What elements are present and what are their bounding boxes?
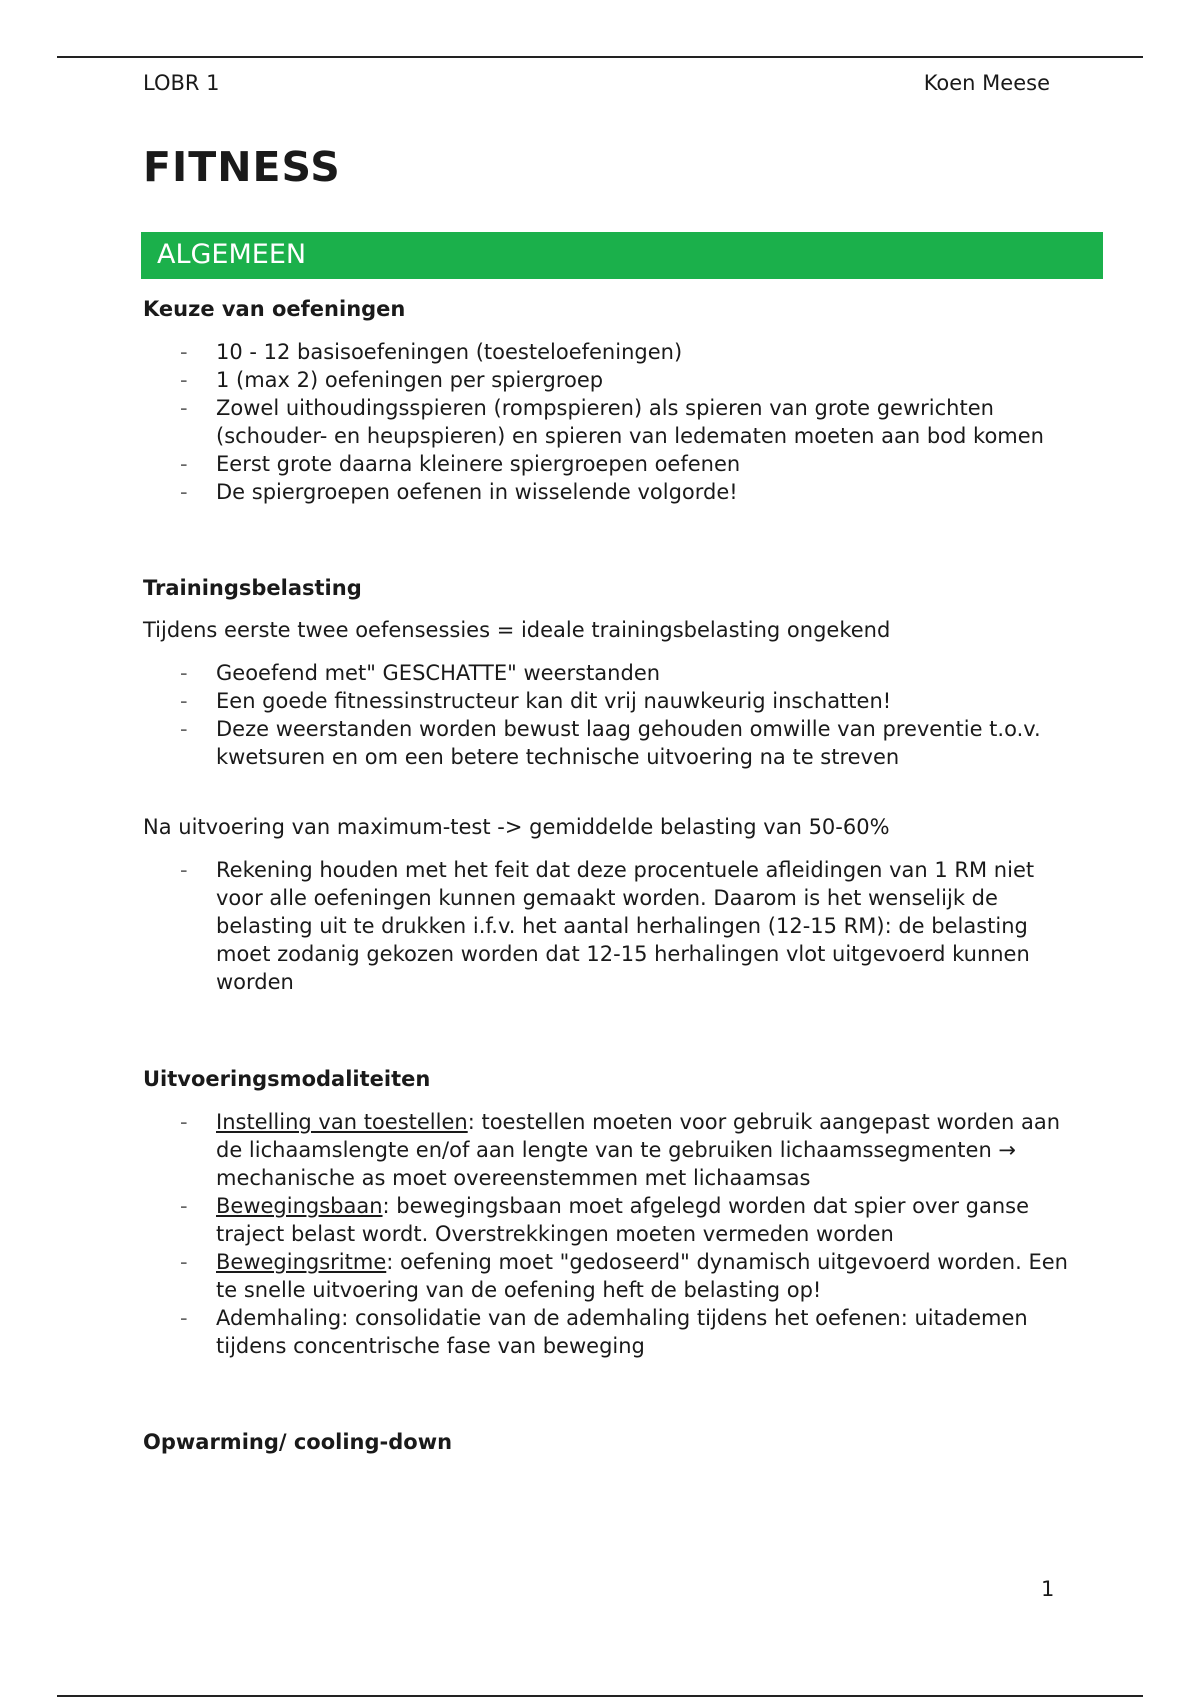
list-item: - Instelling van toestellen: toestellen moeten voor gebruik aangepast worden aan de lichaamslengte en/of aan lengte van te gebruiken lichaamssegmenten → mechanische as moet overeenstemmen met lichaamsas	[216, 1108, 1083, 1192]
header-author: Koen Meese	[923, 71, 1050, 95]
footer-rule	[57, 1695, 1143, 1697]
list-item: - Bewegingsritme: oefening moet "gedoseerd" dynamisch uitgevoerd worden. Een te snelle uitvoering van de oefening heft de belasting op!	[216, 1248, 1083, 1304]
list-item: - 10 - 12 basisoefeningen (toesteloefeningen)	[216, 338, 1083, 366]
list-item: - 1 (max 2) oefeningen per spiergroep	[216, 366, 1083, 394]
header-rule	[57, 56, 1143, 58]
list-maximum-test	[143, 856, 1083, 996]
list-item: - De spiergroepen oefenen in wisselende volgorde!	[216, 478, 1083, 506]
list-item: - Zowel uithoudingsspieren (rompspieren) als spieren van grote gewrichten (schouder- en heupspieren) en spieren van ledematen moeten aan bod komen	[216, 394, 1083, 450]
list-keuze	[143, 338, 1083, 506]
list-item: - Een goede fitnessinstructeur kan dit vrij nauwkeurig inschatten!	[216, 687, 1083, 715]
list-item: - Bewegingsbaan: bewegingsbaan moet afgelegd worden dat spier over ganse traject belast wordt. Overstrekkingen moeten vermeden worden	[216, 1192, 1083, 1248]
term-instelling: Instelling van toestellen	[216, 1110, 468, 1134]
paragraph-intro: Tijdens eerste twee oefensessies = ideale trainingsbelasting ongekend	[143, 618, 891, 642]
document-body	[143, 295, 1083, 1456]
term-bewegingsritme: Bewegingsritme	[216, 1250, 387, 1274]
list-item: - Eerst grote daarna kleinere spiergroepen oefenen	[216, 450, 1083, 478]
list-item: - Deze weerstanden worden bewust laag gehouden omwille van preventie t.o.v. kwetsuren en om een betere technische uitvoering na te streven	[216, 715, 1083, 771]
list-item: - Rekening houden met het feit dat deze procentuele afleidingen van 1 RM niet voor alle oefeningen kunnen gemaakt worden. Daarom is het wenselijk de belasting uit te drukken i.f.v. het aantal herhalingen (12-15 RM): de belasting moet zodanig gekozen worden dat 12-15 herhalingen vlot uitgevoerd kunnen worden	[216, 856, 1083, 996]
list-uitvoeringsmodaliteiten	[143, 1108, 1083, 1360]
paragraph-maximum-test: Na uitvoering van maximum-test -> gemiddelde belasting van 50-60%	[143, 815, 890, 839]
header-course: LOBR 1	[143, 71, 220, 95]
document-title: FITNESS	[143, 143, 341, 191]
list-item: - Geoefend met" GESCHATTE" weerstanden	[216, 659, 1083, 687]
subheading-keuze: Keuze van oefeningen	[143, 297, 406, 321]
section-banner: ALGEMEEN	[141, 232, 1103, 279]
list-trainingsbelasting	[143, 659, 1083, 771]
subheading-opwarming: Opwarming/ cooling-down	[143, 1430, 453, 1454]
term-bewegingsbaan: Bewegingsbaan	[216, 1194, 383, 1218]
subheading-uitvoeringsmodaliteiten: Uitvoeringsmodaliteiten	[143, 1067, 431, 1091]
page-number: 1	[1041, 1577, 1055, 1601]
subheading-trainingsbelasting: Trainingsbelasting	[143, 576, 362, 600]
list-item: - Ademhaling: consolidatie van de ademhaling tijdens het oefenen: uitademen tijdens concentrische fase van beweging	[216, 1304, 1083, 1360]
